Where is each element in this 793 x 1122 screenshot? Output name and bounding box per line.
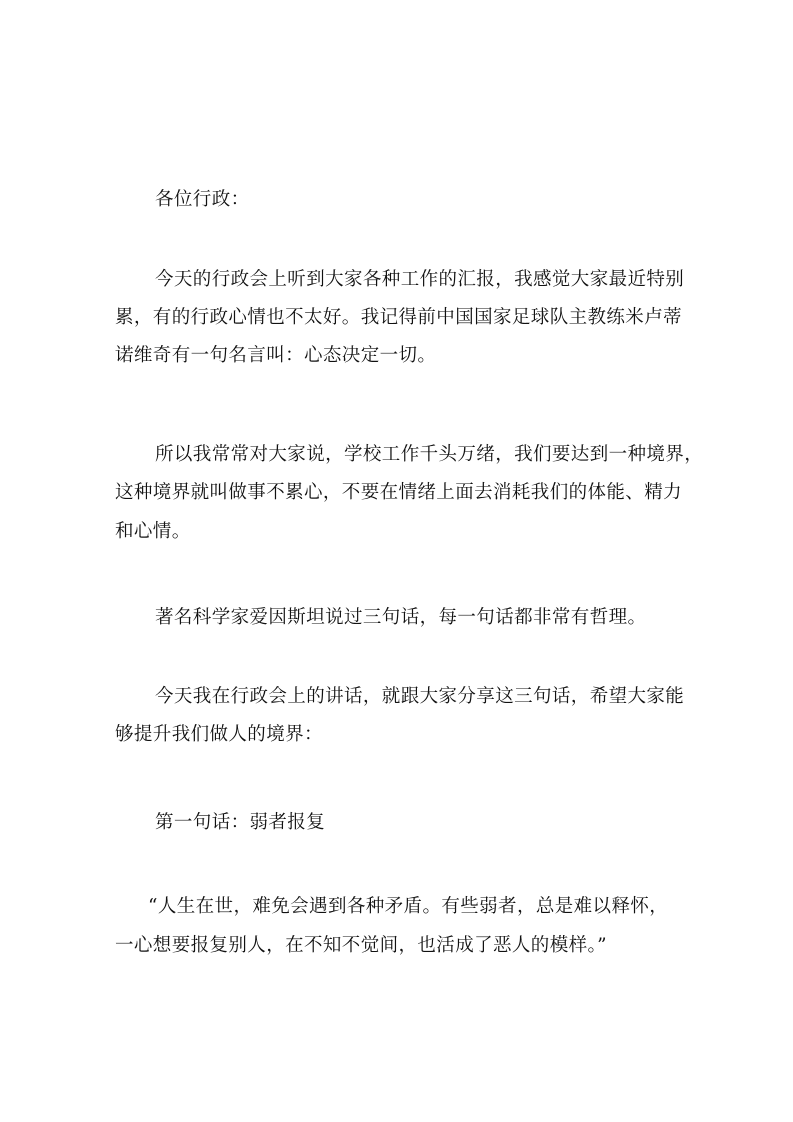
paragraph-line: 够提升我们做人的境界： bbox=[115, 724, 323, 745]
salutation: 各位行政： bbox=[155, 189, 250, 210]
paragraph-line: “人生在世，难免会遇到各种矛盾。有些弱者，总是难以释怀， bbox=[148, 896, 669, 917]
paragraph-line: 今天我在行政会上的讲话，就跟大家分享这三句话，希望大家能 bbox=[155, 686, 685, 707]
paragraph-line: 一心想要报复别人，在不知不觉间，也活成了恶人的模样。” bbox=[115, 935, 608, 956]
heading-line: 第一句话：弱者报复 bbox=[155, 812, 326, 833]
paragraph-line: 今天的行政会上听到大家各种工作的汇报，我感觉大家最近特别 bbox=[155, 269, 685, 290]
paragraph-line: 所以我常常对大家说，学校工作千头万绪，我们要达到一种境界， bbox=[155, 444, 704, 465]
paragraph-line: 和心情。 bbox=[115, 521, 191, 542]
paragraph-line: 累，有的行政心情也不太好。我记得前中国国家足球队主教练米卢蒂 bbox=[115, 307, 683, 328]
paragraph-line: 诺维奇有一句名言叫：心态决定一切。 bbox=[115, 345, 437, 366]
paragraph-line: 这种境界就叫做事不累心，不要在情绪上面去消耗我们的体能、精力 bbox=[115, 482, 683, 503]
paragraph-line: 著名科学家爱因斯坦说过三句话，每一句话都非常有哲理。 bbox=[155, 607, 647, 628]
